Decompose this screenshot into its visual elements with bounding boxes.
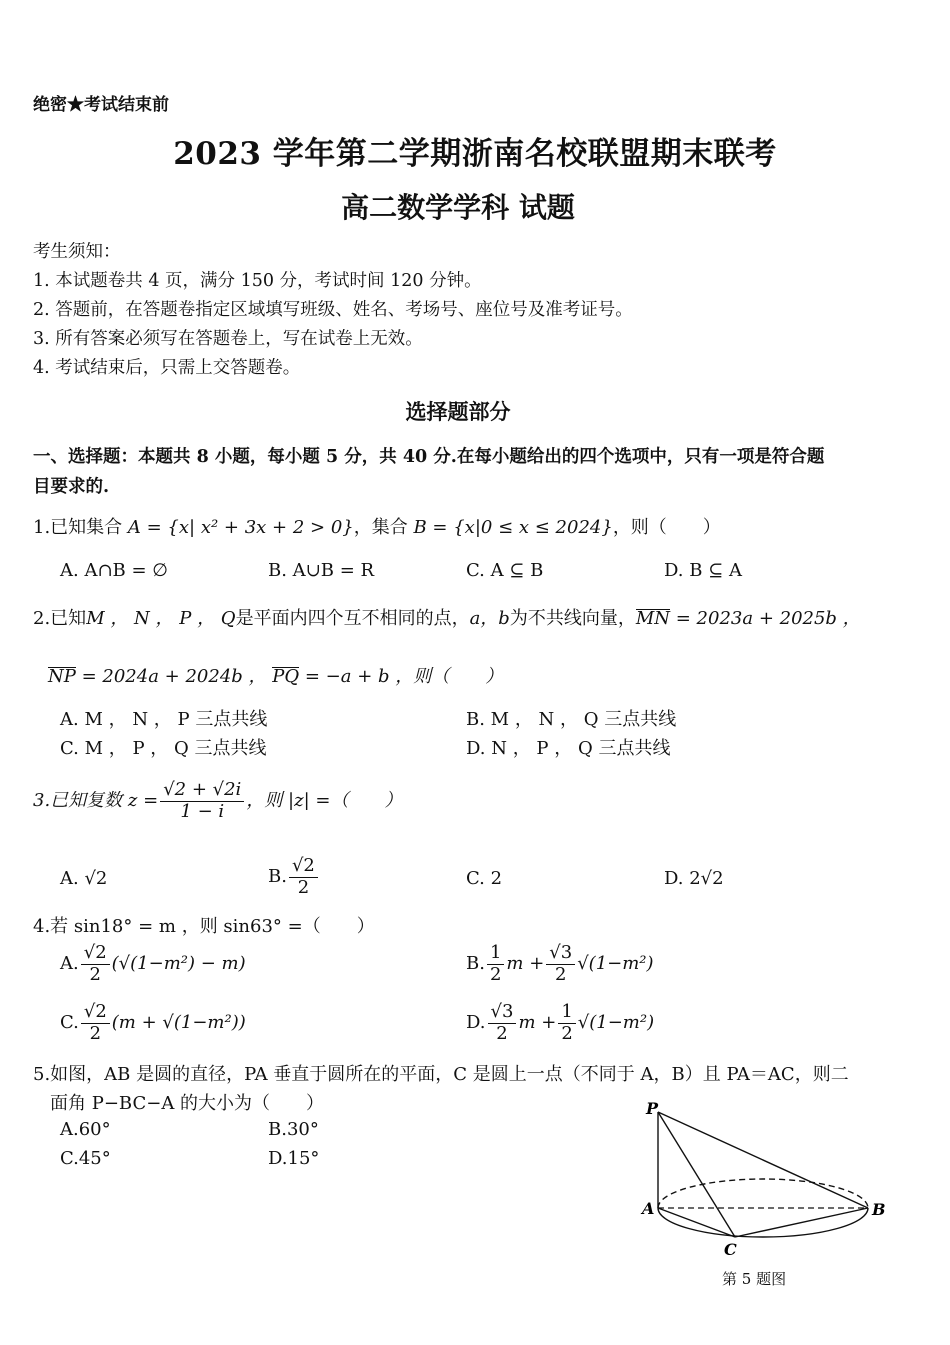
label-c: C bbox=[724, 1240, 737, 1259]
segment-pb bbox=[658, 1112, 868, 1208]
label-a: A bbox=[642, 1199, 655, 1218]
question-1-option-b: B. A∪B = R bbox=[268, 560, 375, 581]
question-5-option-a: A.60° bbox=[60, 1119, 111, 1140]
question-5-option-c: C.45° bbox=[60, 1148, 111, 1169]
question-5-option-d: D.15° bbox=[268, 1148, 320, 1169]
complex-fraction: $\frac{√2 + √2i}{1 - i}$ bbox=[160, 780, 244, 822]
question-4-option-b: B. $\frac{1}{2}$ m + $\frac{√3}{2}$ √(1−m²) bbox=[466, 942, 654, 985]
question-2-stem-line2: NP = 2024a + 2024b ， PQ = −a + b ，则（ ） bbox=[48, 666, 504, 687]
question-1-option-a: A. A∩B = ∅ bbox=[60, 560, 168, 581]
question-5-stem-line1: 5.如图，AB 是圆的直径，PA 垂直于圆所在的平面，C 是圆上一点（不同于 A，B）且 PA＝AC，则二 bbox=[33, 1064, 849, 1085]
figure-caption: 第 5 题图 bbox=[722, 1270, 787, 1288]
notice-item-2: 2. 答题前，在答题卷指定区域填写班级、姓名、考场号、座位号及准考证号。 bbox=[33, 300, 633, 320]
segment-ac bbox=[658, 1208, 735, 1237]
question-5-figure bbox=[630, 1090, 900, 1265]
section-instruction-1: 一、选择题：本题共 8 小题，每小题 5 分，共 40 分.在每小题给出的四个选项中，只有一项是符合题 bbox=[33, 447, 825, 467]
question-3-option-c: C. 2 bbox=[466, 868, 503, 889]
exam-subtitle: 高二数学学科 试题 bbox=[341, 191, 575, 224]
question-4-option-a: A. $\frac{√2}{2}$ (√(1−m²) − m) bbox=[60, 942, 246, 985]
question-3-option-b: B. $\frac{√2}{2}$ bbox=[268, 856, 320, 898]
set-a: A = {x| x² + 3x + 2 > 0} bbox=[127, 517, 354, 538]
vector-pq: PQ bbox=[272, 666, 300, 687]
notice-item-1: 1. 本试题卷共 4 页，满分 150 分，考试时间 120 分钟。 bbox=[33, 271, 482, 291]
segment-pc bbox=[658, 1112, 735, 1237]
question-4-option-d: D. $\frac{√3}{2}$ m + $\frac{1}{2}$ √(1−m²) bbox=[466, 1001, 655, 1044]
question-3-option-d: D. 2√2 bbox=[664, 868, 724, 889]
question-3-stem: 3.已知复数 z = $\frac{√2 + √2i}{1 - i}$ ，则 |z| =（ ） bbox=[33, 779, 403, 822]
question-1-stem: 1.已知集合 A = {x| x² + 3x + 2 > 0}，集合 B = {x|0 ≤ x ≤ 2024}，则（ ） bbox=[33, 517, 721, 538]
question-2-option-d: D. N ， P ， Q 三点共线 bbox=[466, 738, 671, 759]
exam-title: 2023 学年第二学期浙南名校联盟期末联考 bbox=[173, 136, 777, 172]
section-instruction-2: 目要求的. bbox=[33, 477, 110, 497]
question-2-stem-line1: 2.已知M ， N ， P ， Q是平面内四个互不相同的点，a，b为不共线向量，MN = 2023a + 2025b ， bbox=[33, 608, 861, 629]
label-p: P bbox=[646, 1099, 659, 1118]
section-title: 选择题部分 bbox=[405, 399, 511, 424]
question-4-stem: 4.若 sin18° = m ，则 sin63° =（ ） bbox=[33, 916, 375, 937]
vector-mn: MN bbox=[635, 608, 671, 629]
question-2-option-a: A. M ， N ， P 三点共线 bbox=[60, 709, 268, 730]
question-5-stem-line2: 面角 P−BC−A 的大小为（ ） bbox=[50, 1093, 325, 1114]
secret-label: 绝密★考试结束前 bbox=[33, 95, 169, 115]
question-2-option-b: B. M ， N ， Q 三点共线 bbox=[466, 709, 677, 730]
question-1-option-c: C. A ⊆ B bbox=[466, 560, 544, 581]
label-b: B bbox=[872, 1200, 886, 1219]
notice-item-3: 3. 所有答案必须写在答题卷上，写在试卷上无效。 bbox=[33, 329, 423, 349]
notice-heading: 考生须知： bbox=[33, 242, 121, 262]
circle-front-arc bbox=[658, 1208, 868, 1237]
segment-bc bbox=[735, 1208, 868, 1237]
question-5-option-b: B.30° bbox=[268, 1119, 319, 1140]
question-2-option-c: C. M ， P ， Q 三点共线 bbox=[60, 738, 267, 759]
question-3-option-a: A. √2 bbox=[60, 868, 108, 889]
question-4-option-c: C. $\frac{√2}{2}$ (m + √(1−m²)) bbox=[60, 1001, 246, 1044]
vector-np: NP bbox=[48, 666, 76, 687]
question-1-option-d: D. B ⊆ A bbox=[664, 560, 742, 581]
notice-item-4: 4. 考试结束后，只需上交答题卷。 bbox=[33, 358, 301, 378]
set-b: B = {x|0 ≤ x ≤ 2024} bbox=[413, 517, 613, 538]
